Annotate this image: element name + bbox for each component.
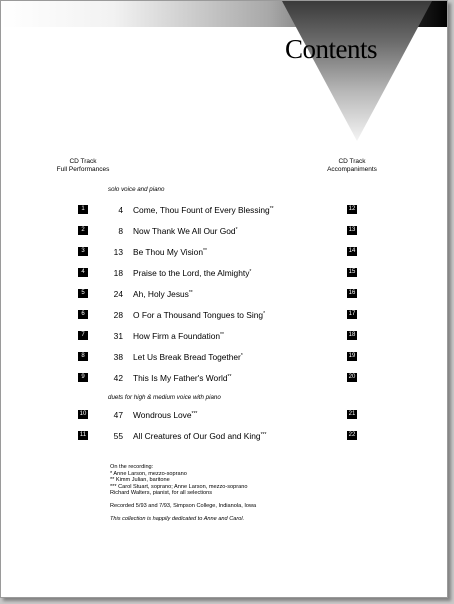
page-number: 4 [118, 205, 123, 215]
cd-track-accompaniment: 17 [348, 311, 356, 317]
song-row [1, 204, 448, 216]
song-row [1, 430, 448, 442]
cd-track-full: 6 [78, 310, 88, 319]
performer-mark: * [263, 311, 266, 317]
cd-track-full: 3 [78, 247, 88, 256]
song-title-text: Ah, Holy Jesus [133, 289, 189, 299]
cd-track-full: 7 [78, 331, 88, 340]
performer-mark: ** [203, 248, 207, 254]
page-number: 31 [113, 331, 123, 341]
song-title-text: All Creatures of Our God and King [133, 431, 261, 441]
left-header-line-2: Full Performances [56, 166, 110, 173]
section-label-solo: solo voice and piano [108, 186, 165, 193]
dedication: This collection is happily dedicated to Anne and Carol. [110, 515, 245, 522]
song-row [1, 246, 448, 258]
cd-track-accompaniment: 14 [348, 248, 356, 254]
song-row [1, 330, 448, 342]
song-title-text: Be Thou My Vision [133, 247, 203, 257]
page-title: Contents [285, 34, 378, 64]
song-row [1, 288, 448, 300]
recorded-info: Recorded 5/93 and 7/93, Simpson College, Indianola, Iowa [110, 502, 257, 509]
page-number: 13 [113, 247, 123, 257]
song-title [133, 226, 238, 236]
cd-track-full: 2 [78, 226, 88, 235]
cd-track-full: 10 [79, 411, 87, 417]
cd-track-full: 8 [78, 352, 88, 361]
performer-mark: ** [227, 374, 232, 380]
song-row [1, 409, 448, 421]
cd-track-full: 1 [78, 205, 88, 214]
cd-track-accompaniment: 16 [348, 290, 356, 296]
left-column-header [53, 158, 113, 174]
song-title [133, 247, 207, 257]
song-title [133, 289, 193, 299]
song-title-text: How Firm a Foundation [133, 331, 221, 341]
cd-track-accompaniment: 18 [348, 332, 356, 338]
cd-track-accompaniment: 12 [348, 206, 356, 212]
performer-mark: *** [260, 432, 267, 438]
song-title [133, 373, 231, 383]
song-row [1, 267, 448, 279]
song-title [133, 410, 197, 420]
performer-mark: * [240, 353, 243, 359]
cd-track-full: 5 [78, 289, 88, 298]
cd-track-accompaniment: 21 [348, 411, 356, 417]
performer-mark: ** [269, 206, 274, 212]
right-column-header [322, 158, 382, 174]
cd-track-full: 11 [79, 432, 87, 438]
song-title-text: Let Us Break Bread Together [133, 352, 241, 362]
section-label-duets: duets for high & medium voice with piano [108, 394, 221, 401]
cd-track-accompaniment: 13 [348, 227, 356, 233]
performer-mark: ** [220, 332, 224, 338]
right-header-line-2: Accompaniments [327, 166, 377, 173]
right-header-line-1: CD Track [338, 158, 366, 165]
cd-track-full: 9 [78, 373, 88, 382]
song-title [133, 205, 274, 215]
cd-track-accompaniment: 15 [348, 269, 356, 275]
song-title-text: Come, Thou Fount of Every Blessing [133, 205, 270, 215]
song-title-text: Now Thank We All Our God [133, 226, 236, 236]
recording-notes [110, 464, 256, 522]
song-row [1, 372, 448, 384]
page-number: 8 [118, 226, 123, 236]
song-title-text: Praise to the Lord, the Almighty [133, 268, 250, 278]
cd-track-full: 4 [78, 268, 88, 277]
song-title-text: Wondrous Love [133, 410, 192, 420]
song-title [133, 310, 265, 320]
notes-heading: On the recording: [110, 464, 154, 470]
left-header-line-1: CD Track [69, 158, 97, 165]
song-title [133, 331, 224, 341]
decorative-triangle [282, 1, 432, 141]
page-number: 47 [113, 410, 123, 420]
song-title-text: This Is My Father's World [133, 373, 228, 383]
song-title-text: O For a Thousand Tongues to Sing [133, 310, 264, 320]
performer-mark: *** [191, 411, 198, 417]
song-title [133, 268, 251, 278]
performer-mark: * [249, 269, 252, 275]
song-row [1, 225, 448, 237]
page-number: 55 [113, 431, 123, 441]
performer-line: * Anne Larson, mezzo-soprano [110, 470, 187, 477]
song-title [133, 352, 243, 362]
page-number: 28 [113, 310, 123, 320]
page-number: 38 [113, 352, 123, 362]
cd-track-accompaniment: 22 [348, 432, 356, 438]
performer-line: ** Kimm Julian, baritone [110, 477, 170, 484]
song-row [1, 309, 448, 321]
page-number: 24 [113, 289, 123, 299]
page-number: 42 [113, 373, 123, 383]
song-title [133, 431, 266, 441]
performer-mark: ** [188, 290, 193, 296]
performer-line: Richard Walters, pianist, for all selections [110, 490, 213, 497]
performer-line: *** Carol Stuart, soprano; Anne Larson, mezzo-soprano [110, 483, 248, 490]
cd-track-accompaniment: 19 [348, 353, 356, 359]
page-number: 18 [113, 268, 123, 278]
song-row [1, 351, 448, 363]
performer-mark: * [235, 227, 238, 233]
cd-track-accompaniment: 20 [348, 374, 356, 380]
